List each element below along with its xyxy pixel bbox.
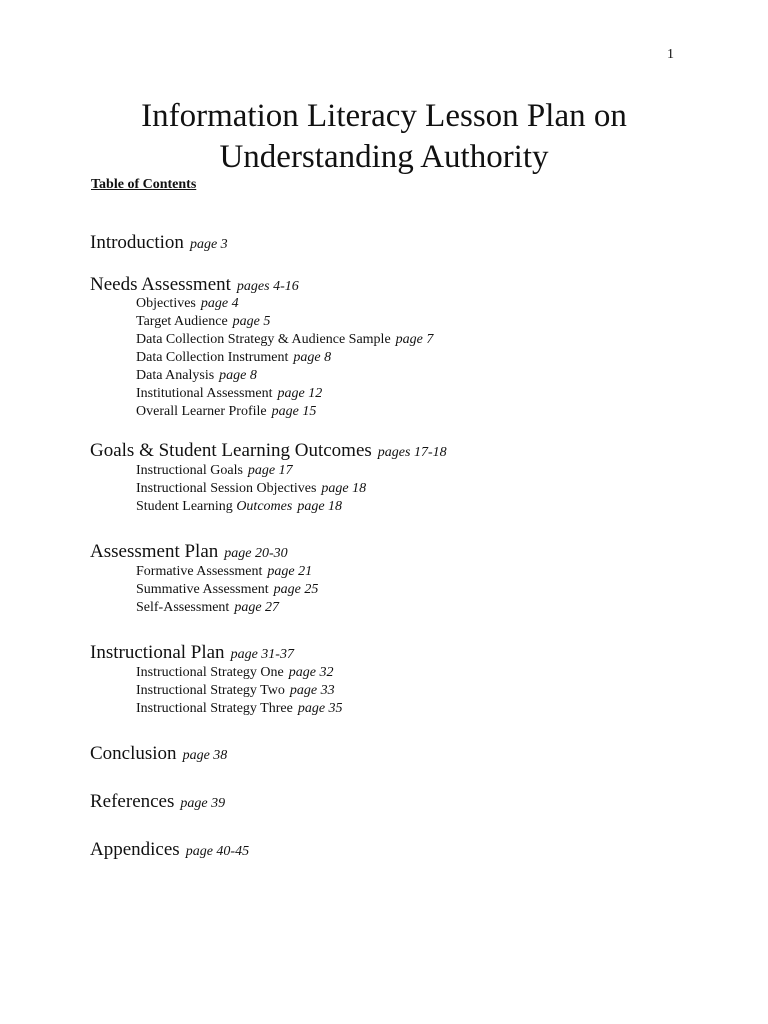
section-pages: page 3: [189, 237, 228, 252]
item-label-italic: Outcomes: [236, 499, 293, 514]
item-label: Target Audience: [136, 314, 228, 329]
item-pages: page 18: [321, 481, 367, 496]
item-pages: page 25: [273, 582, 319, 597]
toc-item: [136, 367, 257, 385]
item-label: Self-Assessment: [136, 600, 230, 615]
item-pages: page 21: [267, 564, 313, 579]
toc-item: [136, 498, 342, 516]
section-pages: page 39: [180, 796, 226, 811]
section-title: Instructional Plan: [90, 642, 225, 663]
toc-item: [136, 462, 293, 480]
toc-heading: Table of Contents: [91, 177, 197, 192]
item-label: Instructional Goals: [136, 463, 243, 478]
item-pages: page 32: [288, 665, 334, 680]
section-pages: page 40-45: [185, 844, 250, 859]
item-label: Overall Learner Profile: [136, 404, 267, 419]
toc-item: [136, 599, 279, 617]
item-pages: page 8: [293, 350, 332, 365]
toc-item: [136, 682, 335, 700]
toc-section-conclusion: [90, 742, 227, 768]
toc-item: [136, 700, 343, 718]
item-pages: page 27: [234, 600, 280, 615]
item-pages: page 4: [200, 296, 239, 311]
toc-item: [136, 581, 318, 599]
item-label: Instructional Strategy Three: [136, 701, 293, 716]
toc-item: [136, 295, 239, 313]
toc-item: [136, 385, 322, 403]
toc-item: [136, 331, 433, 349]
section-title: Conclusion: [90, 743, 177, 764]
section-title: Appendices: [90, 839, 180, 860]
item-label: Institutional Assessment: [136, 386, 273, 401]
page-number: 1: [667, 47, 674, 62]
item-label: Instructional Strategy One: [136, 665, 284, 680]
section-pages: page 38: [182, 748, 228, 763]
section-title: Assessment Plan: [90, 541, 219, 562]
item-pages: page 35: [297, 701, 343, 716]
title-line-2: Understanding Authority: [219, 139, 549, 175]
section-title: Needs Assessment: [90, 274, 231, 295]
item-pages: page 12: [277, 386, 323, 401]
item-label: Objectives: [136, 296, 196, 311]
section-title: Introduction: [90, 232, 184, 253]
item-pages: page 5: [232, 314, 271, 329]
toc-item: [136, 313, 270, 331]
item-label: Data Collection Strategy & Audience Sample: [136, 332, 391, 347]
toc-item: [136, 563, 312, 581]
toc-section-references: [90, 790, 225, 816]
item-label: Student Learning: [136, 499, 233, 514]
item-label: Data Collection Instrument: [136, 350, 289, 365]
item-pages: page 8: [219, 368, 257, 383]
toc-section-appendices: [90, 838, 249, 864]
item-pages: page 17: [247, 463, 293, 478]
toc-item: [136, 403, 316, 421]
toc-section-introduction: [90, 231, 228, 257]
item-pages: page 33: [289, 683, 335, 698]
item-label: Instructional Strategy Two: [136, 683, 285, 698]
item-label: Instructional Session Objectives: [136, 481, 317, 496]
document-title: [0, 96, 768, 178]
section-pages: pages 4-16: [236, 279, 299, 294]
section-title: Goals & Student Learning Outcomes: [90, 440, 372, 461]
item-label: Data Analysis: [136, 368, 215, 383]
toc-item: [136, 480, 366, 498]
title-line-1: Information Literacy Lesson Plan on: [141, 98, 627, 134]
section-pages: pages 17-18: [377, 445, 447, 460]
item-label: Formative Assessment: [136, 564, 263, 579]
toc-item: [136, 664, 333, 682]
section-pages: page 31-37: [230, 647, 294, 662]
item-pages: page 18: [297, 499, 343, 514]
section-title: References: [90, 791, 175, 812]
section-pages: page 20-30: [224, 546, 288, 561]
item-label: Summative Assessment: [136, 582, 269, 597]
item-pages: page 15: [271, 404, 317, 419]
toc-item: [136, 349, 331, 367]
item-pages: page 7: [395, 332, 434, 347]
